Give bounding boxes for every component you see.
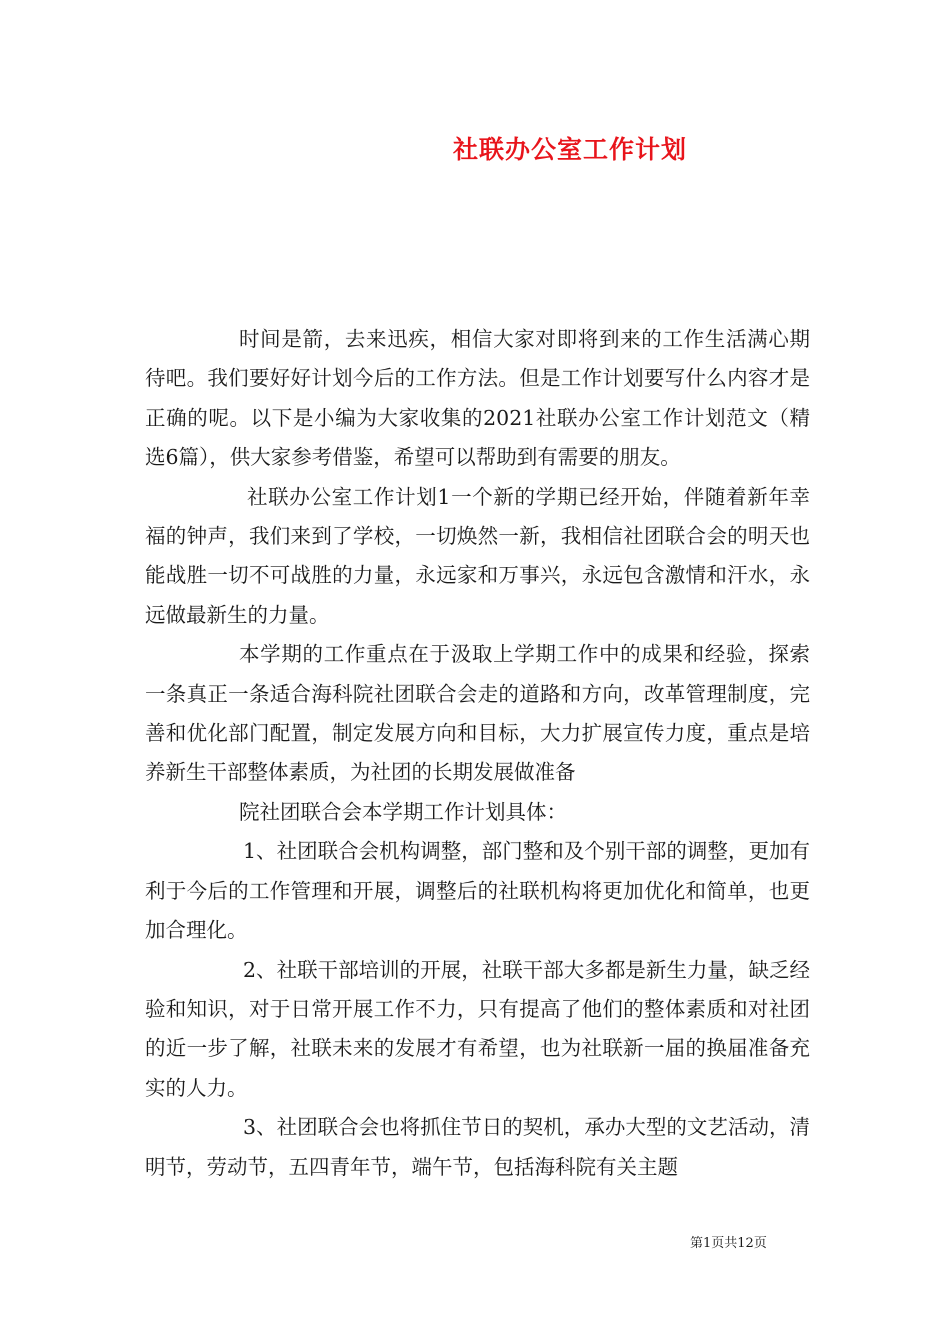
paragraph-plan-1: 社联办公室工作计划1一个新的学期已经开始，伴随着新年幸福的钟声，我们来到了学校，一切焕然一新，我相信社团联合会的明天也能战胜一切不可战胜的力量，永远家和万事兴，永远包含激情和汗水，永远做最新生的力量。 [145,484,810,627]
paragraph-focus: 本学期的工作重点在于汲取上学期工作中的成果和经验，探索一条真正一条适合海科院社团联合会走的道路和方向，改革管理制度，完善和优化部门配置，制定发展方向和目标，大力扩展宣传力度，重点是培养新生干部整体素质，为社团的长期发展做准备 [145,642,810,785]
page-number-footer: 第1页共12页 [690,1236,767,1251]
document-title: 社联办公室工作计划 [452,135,687,164]
paragraph-item-1: 1、社团联合会机构调整，部门整和及个别干部的调整，更加有利于今后的工作管理和开展，调整后的社联机构将更加优化和简单，也更加合理化。 [145,839,810,943]
paragraph-specifics-heading: 院社团联合会本学期工作计划具体： [239,799,567,824]
document-body [145,320,810,1187]
paragraph-intro: 时间是箭，去来迅疾，相信大家对即将到来的工作生活满心期待吧。我们要好好计划今后的工作方法。但是工作计划要写什么内容才是正确的呢。以下是小编为大家收集的2021社联办公室工作计划范文（精选6篇），供大家参考借鉴，希望可以帮助到有需要的朋友。 [145,327,810,470]
paragraph-item-3: 3、社团联合会也将抓住节日的契机，承办大型的文艺活动，清明节，劳动节，五四青年节，端午节，包括海科院有关主题 [145,1115,810,1179]
paragraph-item-2: 2、社联干部培训的开展，社联干部大多都是新生力量，缺乏经验和知识，对于日常开展工作不力，只有提高了他们的整体素质和对社团的近一步了解，社联未来的发展才有希望，也为社联新一届的换届准备充实的人力。 [145,957,810,1100]
